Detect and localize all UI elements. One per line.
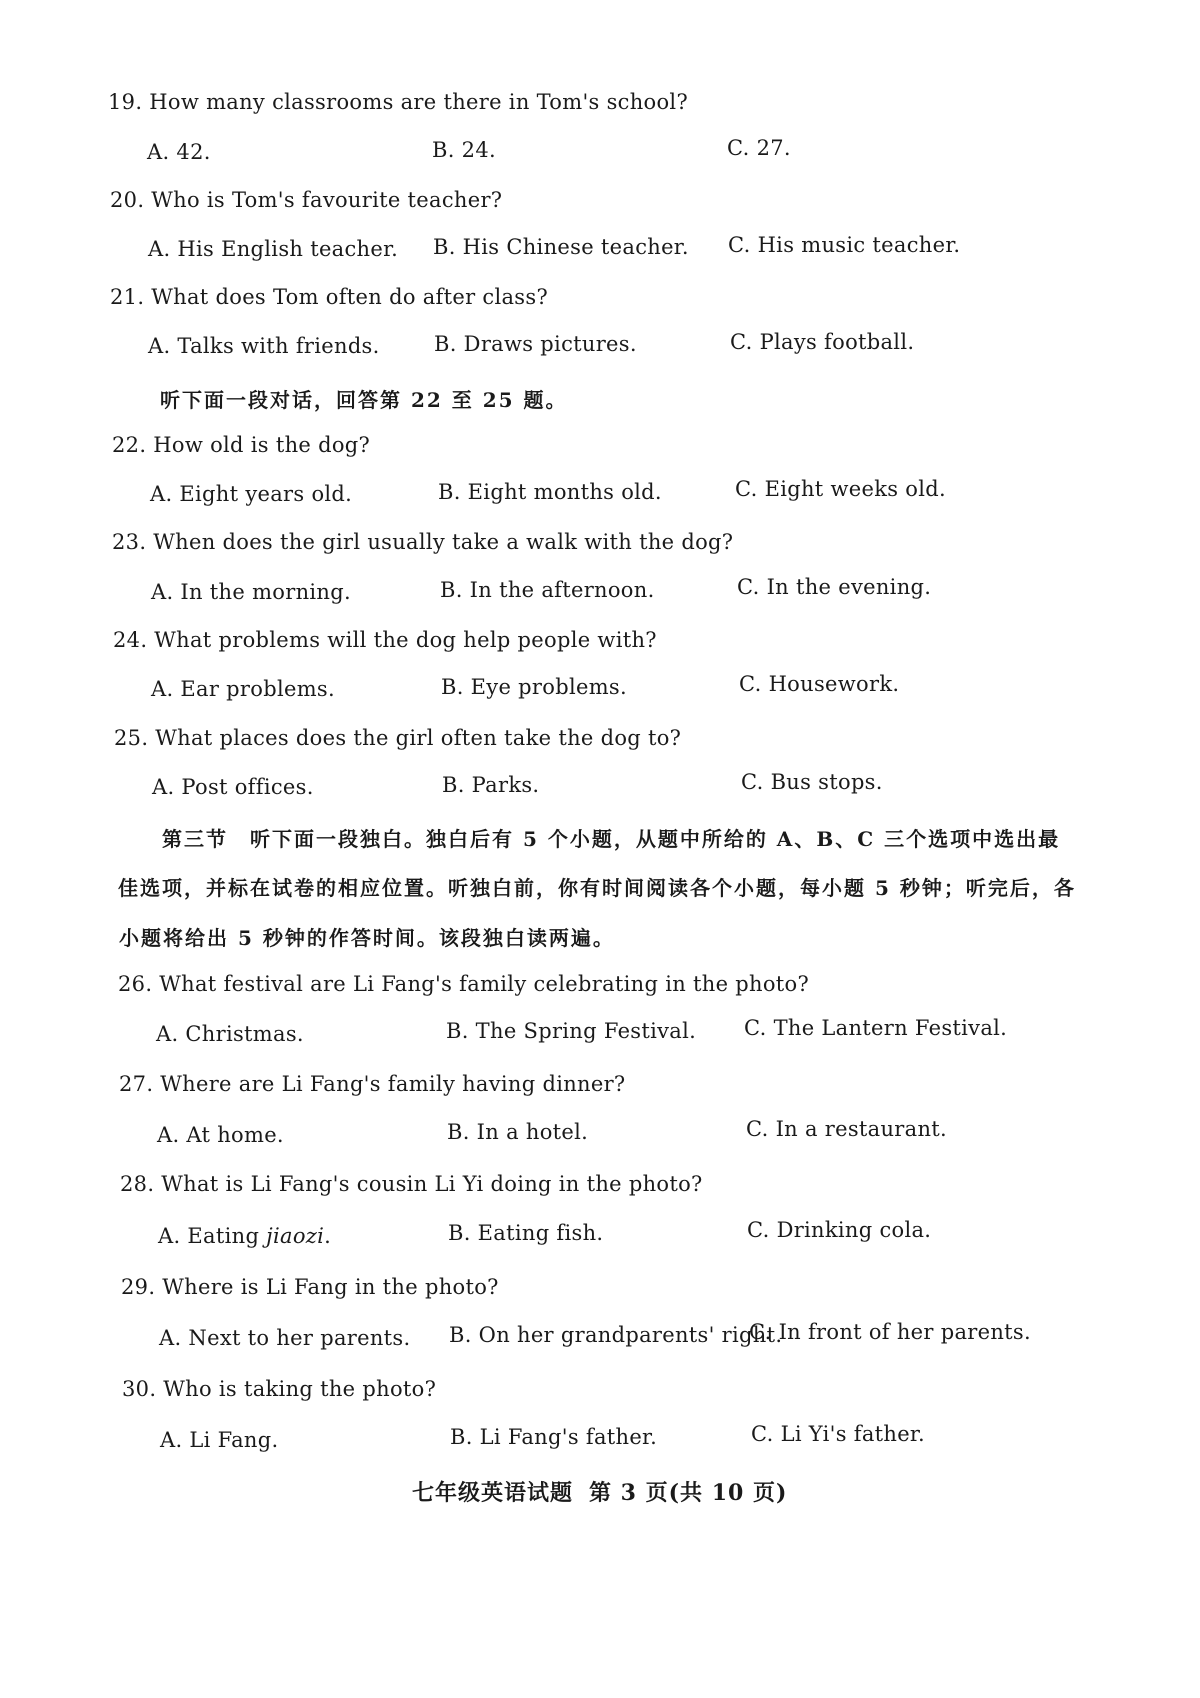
question-23-option-a: A. In the morning. <box>151 580 351 604</box>
question-28-option-a-italic: jiaozi <box>266 1224 325 1248</box>
question-20-option-a: A. His English teacher. <box>148 237 399 261</box>
question-19-stem: 19. How many classrooms are there in Tom's school? <box>108 90 689 114</box>
question-21-stem: 21. What does Tom often do after class? <box>110 285 549 309</box>
question-28-option-a-suffix: . <box>324 1224 332 1248</box>
question-24-option-c: C. Housework. <box>739 672 900 696</box>
question-27-option-c: C. In a restaurant. <box>746 1117 947 1141</box>
question-22-option-a: A. Eight years old. <box>150 482 353 506</box>
question-25-stem: 25. What places does the girl often take the dog to? <box>114 726 682 750</box>
question-20-option-b: B. His Chinese teacher. <box>433 235 689 259</box>
page-footer <box>412 1476 803 1507</box>
question-21-option-c: C. Plays football. <box>730 330 915 354</box>
question-24-stem: 24. What problems will the dog help people with? <box>113 628 657 652</box>
question-23-option-c: C. In the evening. <box>737 575 932 599</box>
footer-title: 七年级英语试题 <box>412 1480 574 1506</box>
question-30-stem: 30. Who is taking the photo? <box>122 1377 437 1401</box>
question-28-option-a <box>158 1224 331 1248</box>
question-27-stem: 27. Where are Li Fang's family having dinner? <box>119 1072 626 1096</box>
question-28-stem: 28. What is Li Fang's cousin Li Yi doing in the photo? <box>120 1172 703 1196</box>
instruction-dialogue-22-25: 听下面一段对话，回答第 22 至 25 题。 <box>160 388 568 412</box>
question-28-option-b: B. Eating fish. <box>448 1221 604 1245</box>
question-25-option-c: C. Bus stops. <box>741 770 883 794</box>
question-30-option-a: A. Li Fang. <box>160 1428 279 1452</box>
question-22-option-b: B. Eight months old. <box>438 480 662 504</box>
section-3-instruction-line-2: 佳选项，并标在试卷的相应位置。听独白前，你有时间阅读各个小题，每小题 5 秒钟；听完后，各 <box>118 876 1076 900</box>
question-24-option-b: B. Eye problems. <box>441 675 627 699</box>
question-27-option-b: B. In a hotel. <box>447 1120 589 1144</box>
question-20-stem: 20. Who is Tom's favourite teacher? <box>110 188 503 212</box>
question-23-stem: 23. When does the girl usually take a walk with the dog? <box>112 530 734 554</box>
question-24-option-a: A. Ear problems. <box>151 677 335 701</box>
question-25-option-a: A. Post offices. <box>152 775 314 799</box>
question-29-option-c: C. In front of her parents. <box>749 1320 1031 1344</box>
question-25-option-b: B. Parks. <box>442 773 540 797</box>
question-23-option-b: B. In the afternoon. <box>440 578 655 602</box>
question-20-option-c: C. His music teacher. <box>728 233 961 257</box>
question-26-option-b: B. The Spring Festival. <box>446 1019 697 1043</box>
question-30-option-b: B. Li Fang's father. <box>450 1425 658 1449</box>
question-19-option-a: A. 42. <box>147 140 211 164</box>
question-29-option-b: B. On her grandparents' right. <box>449 1323 783 1347</box>
question-26-option-a: A. Christmas. <box>156 1022 304 1046</box>
question-22-option-c: C. Eight weeks old. <box>735 477 946 501</box>
question-19-option-b: B. 24. <box>432 138 496 162</box>
section-3-instruction-line-3: 小题将给出 5 秒钟的作答时间。该段独白读两遍。 <box>119 926 615 950</box>
question-29-option-a: A. Next to her parents. <box>159 1326 411 1350</box>
question-26-option-c: C. The Lantern Festival. <box>744 1016 1008 1040</box>
question-21-option-a: A. Talks with friends. <box>148 334 380 358</box>
section-3-instruction-line-1: 第三节 听下面一段独白。独白后有 5 个小题，从题中所给的 A、B、C 三个选项中选出最 <box>162 827 1061 851</box>
question-28-option-c: C. Drinking cola. <box>747 1218 932 1242</box>
question-22-stem: 22. How old is the dog? <box>112 433 371 457</box>
question-21-option-b: B. Draws pictures. <box>434 332 637 356</box>
question-30-option-c: C. Li Yi's father. <box>751 1422 925 1446</box>
question-19-option-c: C. 27. <box>727 136 791 160</box>
footer-page-number: 第 3 页(共 10 页) <box>589 1480 788 1506</box>
question-26-stem: 26. What festival are Li Fang's family celebrating in the photo? <box>118 972 810 996</box>
question-28-option-a-prefix: A. Eating <box>158 1224 267 1248</box>
question-27-option-a: A. At home. <box>157 1123 284 1147</box>
question-29-stem: 29. Where is Li Fang in the photo? <box>121 1275 499 1299</box>
